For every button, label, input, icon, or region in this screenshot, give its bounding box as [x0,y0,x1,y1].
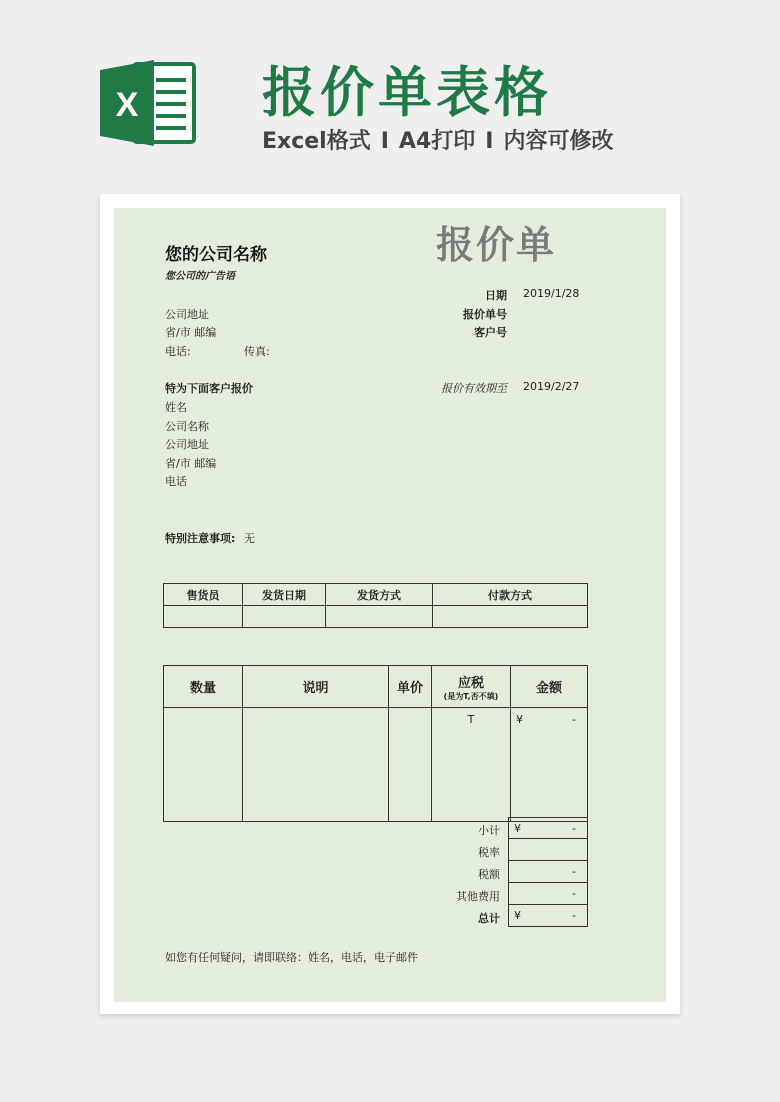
other-fees-label: 其他费用 [456,890,500,903]
subtotal-value: - [572,822,576,835]
unit-price-cell[interactable] [389,708,432,822]
notes-label: 特别注意事项: [165,532,236,545]
customer-address: 公司地址 [165,438,209,451]
total-label: 总计 [478,912,500,925]
tax-rate-label: 税率 [478,846,500,859]
excel-logo-icon [100,58,198,148]
table-row [164,708,588,822]
customer-name: 姓名 [165,401,187,414]
table-header-row [164,584,588,606]
valid-until-value: 2019/2/27 [523,380,580,393]
salesperson-cell[interactable] [164,606,243,628]
header-description: 说明 [243,666,389,708]
date-label: 日期 [485,289,507,302]
table-row [164,606,588,628]
other-fees-cell[interactable] [508,883,588,905]
header-taxable [432,666,511,708]
banner-title: 报价单表格 [262,61,552,124]
logo-letter: X [115,86,139,124]
quote-number-label: 报价单号 [463,308,507,321]
subtitle-separator: I [485,129,494,154]
tax-amount-value: - [572,865,576,878]
header-payment-method: 付款方式 [433,584,588,606]
subtitle-separator: I [380,129,389,154]
header-ship-method: 发货方式 [326,584,433,606]
customer-city-zip: 省/市 邮编 [165,457,217,470]
subtitle-format: Excel格式 [262,129,371,154]
subtotal-currency: ¥ [514,822,521,835]
banner-subtitle [262,124,613,155]
ship-method-cell[interactable] [326,606,433,628]
header-taxable-note: (是为T,否不填) [443,691,499,701]
description-cell[interactable] [243,708,389,822]
footer-contact: 如您有任何疑问，请即联络：姓名，电话，电子邮件 [165,951,418,964]
ship-date-cell[interactable] [243,606,326,628]
document-title: 报价单 [436,223,557,267]
tax-amount-label: 税额 [478,868,500,881]
totals-column [508,817,588,927]
customer-number-label: 客户号 [474,326,507,339]
company-name: 您的公司名称 [165,245,267,265]
valid-until-label: 报价有效期至 [441,382,507,395]
amount-currency: ¥ [516,713,523,726]
taxable-value: T [467,713,475,726]
subtotal-label: 小计 [478,824,500,837]
header-taxable-label: 应税 [457,675,484,691]
quantity-cell[interactable] [164,708,243,822]
tax-amount-cell[interactable] [508,861,588,883]
other-fees-value: - [572,887,576,900]
company-phone-label: 电话: [165,345,191,358]
items-table [163,665,588,822]
total-cell[interactable] [508,905,588,927]
header-salesperson: 售货员 [164,584,243,606]
date-value: 2019/1/28 [523,287,580,300]
total-currency: ¥ [514,909,521,922]
customer-heading: 特为下面客户报价 [165,382,253,395]
company-city-zip: 省/市 邮编 [165,326,217,339]
subtotal-cell[interactable] [508,817,588,839]
subtitle-print: A4打印 [398,129,476,154]
company-address: 公司地址 [165,308,209,321]
header-amount: 金额 [511,666,588,708]
amount-cell[interactable] [511,708,588,822]
header-quantity: 数量 [164,666,243,708]
company-fax-label: 传真: [244,345,270,358]
notes-value: 无 [244,532,255,545]
header-ship-date: 发货日期 [243,584,326,606]
company-slogan: 您公司的广告语 [165,271,235,282]
tax-rate-cell[interactable] [508,839,588,861]
customer-company: 公司名称 [165,420,209,433]
customer-phone: 电话 [165,475,187,488]
subtitle-editable: 内容可修改 [503,129,614,154]
total-value: - [572,909,576,922]
table-header-row [164,666,588,708]
payment-method-cell[interactable] [433,606,588,628]
header-unit-price: 单价 [389,666,432,708]
amount-value: - [572,713,576,726]
taxable-cell[interactable] [432,708,511,822]
sales-info-table [163,583,588,628]
